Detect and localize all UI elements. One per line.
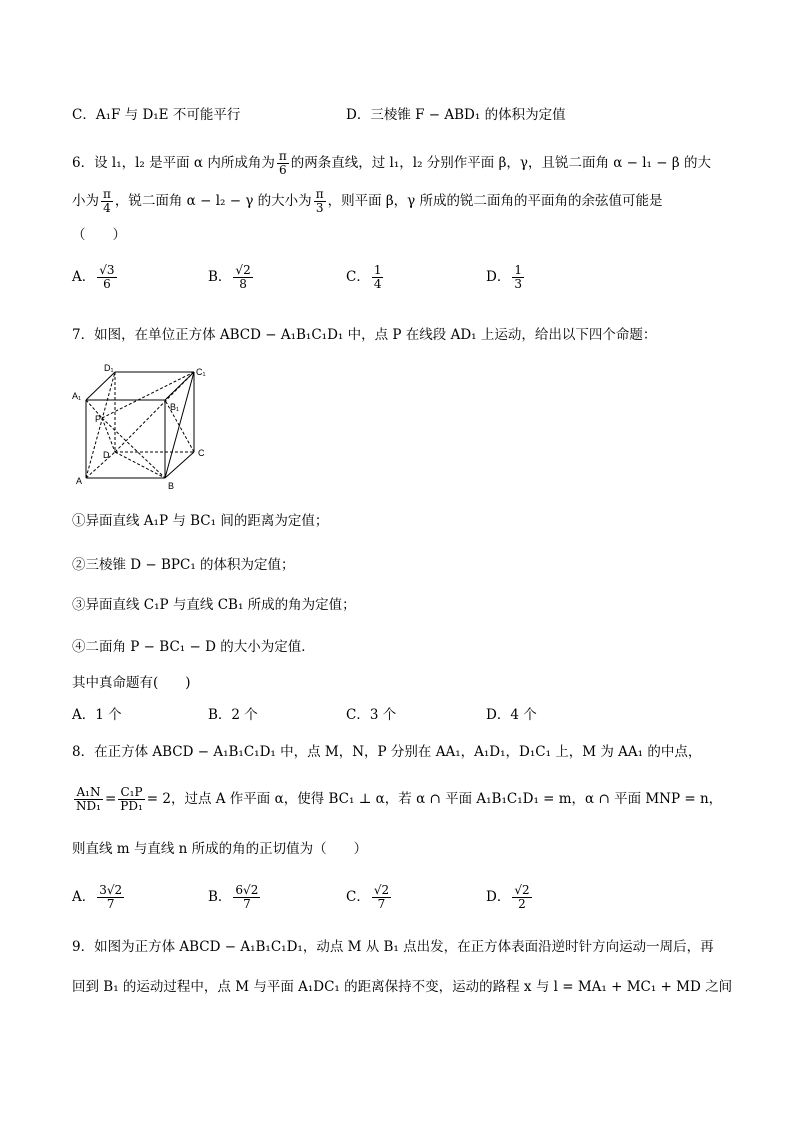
q6-option-a [72, 264, 119, 291]
option-fraction [512, 884, 531, 911]
q8-fraction-a1n-nd1 [74, 786, 103, 813]
option-label: C． [346, 889, 370, 905]
q7-statement-3: ③异面直线 C₁P 与直线 CB₁ 所成的角为定值； [72, 597, 356, 613]
q6-line2 [72, 188, 663, 215]
q8-fraction-c1p-pd1 [118, 786, 145, 813]
q7-option-d: D．4 个 [486, 707, 537, 723]
q8-line2-rest: = 2，过点 A 作平面 α，使得 BC₁ ⊥ α，若 α ∩ 平面 A₁B₁C₁D₁ = m，α ∩ 平面 MNP = n， [146, 791, 723, 807]
label-p: P [95, 414, 102, 424]
option-label: A． [72, 269, 96, 285]
q5-option-c: C．A₁F 与 D₁E 不可能平行 [72, 107, 241, 123]
q7-option-b: B．2 个 [208, 707, 258, 723]
q8-option-b [208, 884, 262, 911]
q6-paren: （ ） [72, 227, 126, 243]
frac-num: A₁N [74, 786, 103, 800]
q6-text-b: 的两条直线，过 l₁，l₂ 分别作平面 β，γ，且锐二面角 α − l₁ − β 的大 [290, 155, 711, 171]
label-b: B [168, 481, 175, 490]
frac-den: 7 [243, 897, 251, 911]
frac-num: √2 [514, 883, 530, 897]
option-label: B． [208, 889, 232, 905]
segment-p-b [102, 418, 165, 478]
frac-num: 1 [514, 263, 522, 277]
frac-num: √3 [99, 263, 115, 277]
option-fraction [512, 264, 524, 291]
q9-line2: 回到 B₁ 的运动过程中，点 M 与平面 A₁DC₁ 的距离保持不变，运动的路程 x 与 l = MA₁ + MC₁ + MD 之间 [72, 979, 733, 995]
q7-statement-4: ④二面角 P − BC₁ − D 的大小为定值． [72, 639, 315, 655]
hidden-edge-a-d [86, 452, 115, 478]
frac-num: √2 [235, 263, 251, 277]
frac-den: 6 [103, 277, 111, 291]
option-label: A． [72, 889, 96, 905]
q6-fraction-pi-4 [101, 188, 113, 215]
option-fraction [97, 264, 116, 291]
frac-den: 4 [373, 277, 382, 291]
label-a1: A₁ [72, 391, 82, 401]
q6-option-c [346, 264, 385, 291]
frac-den: 7 [377, 897, 386, 911]
frac-num: C₁P [118, 786, 145, 800]
q6-line1 [72, 150, 711, 177]
segment-p-d [102, 418, 115, 452]
q6-option-b [208, 264, 255, 291]
option-fraction [372, 264, 384, 291]
q8-stem: 8．在正方体 ABCD − A₁B₁C₁D₁ 中，点 M，N，P 分别在 AA₁，A₁D₁，D₁C₁ 上，M 为 AA₁ 的中点， [72, 744, 702, 760]
q6-fraction-pi-6 [277, 150, 289, 177]
segment-d-b [115, 452, 165, 478]
q6-text-d: ，锐二面角 α − l₂ − γ 的大小为 [114, 193, 312, 209]
frac-num: π [315, 187, 324, 201]
frac-num: π [103, 187, 111, 201]
frac-num: 6√2 [235, 883, 259, 897]
frac-den: 6 [278, 163, 287, 177]
frac-den: 4 [103, 201, 111, 215]
option-fraction [233, 264, 252, 291]
label-b1: B₁ [170, 402, 180, 412]
q6-text-c: 小为 [72, 193, 99, 209]
frac-num: 3√2 [99, 883, 123, 897]
q6-option-d [486, 264, 526, 291]
label-d1: D₁ [104, 363, 114, 373]
label-c1: C₁ [196, 367, 206, 377]
q8-line3: 则直线 m 与直线 n 所成的角的正切值为（ ） [72, 841, 368, 857]
q8-option-a [72, 884, 126, 911]
q7-cube-figure [70, 360, 220, 490]
label-c: C [198, 448, 205, 458]
q7-statement-1: ①异面直线 A₁P 与 BC₁ 间的距离为定值； [72, 513, 329, 529]
frac-den: 3 [514, 277, 522, 291]
q8-option-d [486, 884, 534, 911]
frac-den: 7 [106, 897, 115, 911]
q6-text-a: 6．设 l₁，l₂ 是平面 α 内所成角为 [72, 155, 275, 171]
edge-a1-d1 [86, 372, 115, 400]
option-fraction [372, 884, 391, 911]
q6-fraction-pi-3 [314, 188, 326, 215]
frac-den: 3 [315, 201, 324, 215]
frac-num: √2 [373, 883, 390, 897]
q9-line1: 9．如图为正方体 ABCD − A₁B₁C₁D₁，动点 M 从 B₁ 点出发，在正方体表面沿逆时针方向运动一周后，再 [72, 939, 714, 955]
q8-equals: = [104, 791, 117, 807]
frac-num: 1 [373, 263, 382, 277]
q7-stem: 7．如图，在单位正方体 ABCD − A₁B₁C₁D₁ 中，点 P 在线段 AD₁ 上运动，给出以下四个命题： [72, 327, 657, 343]
q7-option-c: C．3 个 [346, 707, 397, 723]
option-fraction [233, 884, 260, 911]
q7-option-a: A．1 个 [72, 707, 122, 723]
frac-num: π [278, 149, 287, 163]
option-label: C． [346, 269, 370, 285]
frac-den: 8 [239, 277, 247, 291]
frac-den: PD₁ [120, 799, 143, 813]
segment-a-d1 [86, 372, 115, 478]
q8-line2 [72, 786, 722, 813]
frac-den: 2 [518, 897, 526, 911]
q7-question: 其中真命题有( ) [72, 675, 191, 691]
q5-option-d: D．三棱锥 F − ABD₁ 的体积为定值 [346, 107, 566, 123]
option-label: D． [486, 269, 511, 285]
option-label: D． [486, 889, 511, 905]
label-a: A [76, 476, 83, 486]
option-label: B． [208, 269, 232, 285]
segment-d-c1 [115, 372, 194, 452]
option-fraction [97, 884, 124, 911]
q6-text-e: ，则平面 β，γ 所成的锐二面角的平面角的余弦值可能是 [327, 193, 663, 209]
frac-den: ND₁ [76, 799, 101, 813]
edge-b-c [165, 452, 194, 478]
q8-option-c [346, 884, 393, 911]
label-d: D [103, 450, 110, 460]
q7-statement-2: ②三棱锥 D − BPC₁ 的体积为定值； [72, 557, 295, 573]
segment-p-c1 [102, 372, 194, 418]
